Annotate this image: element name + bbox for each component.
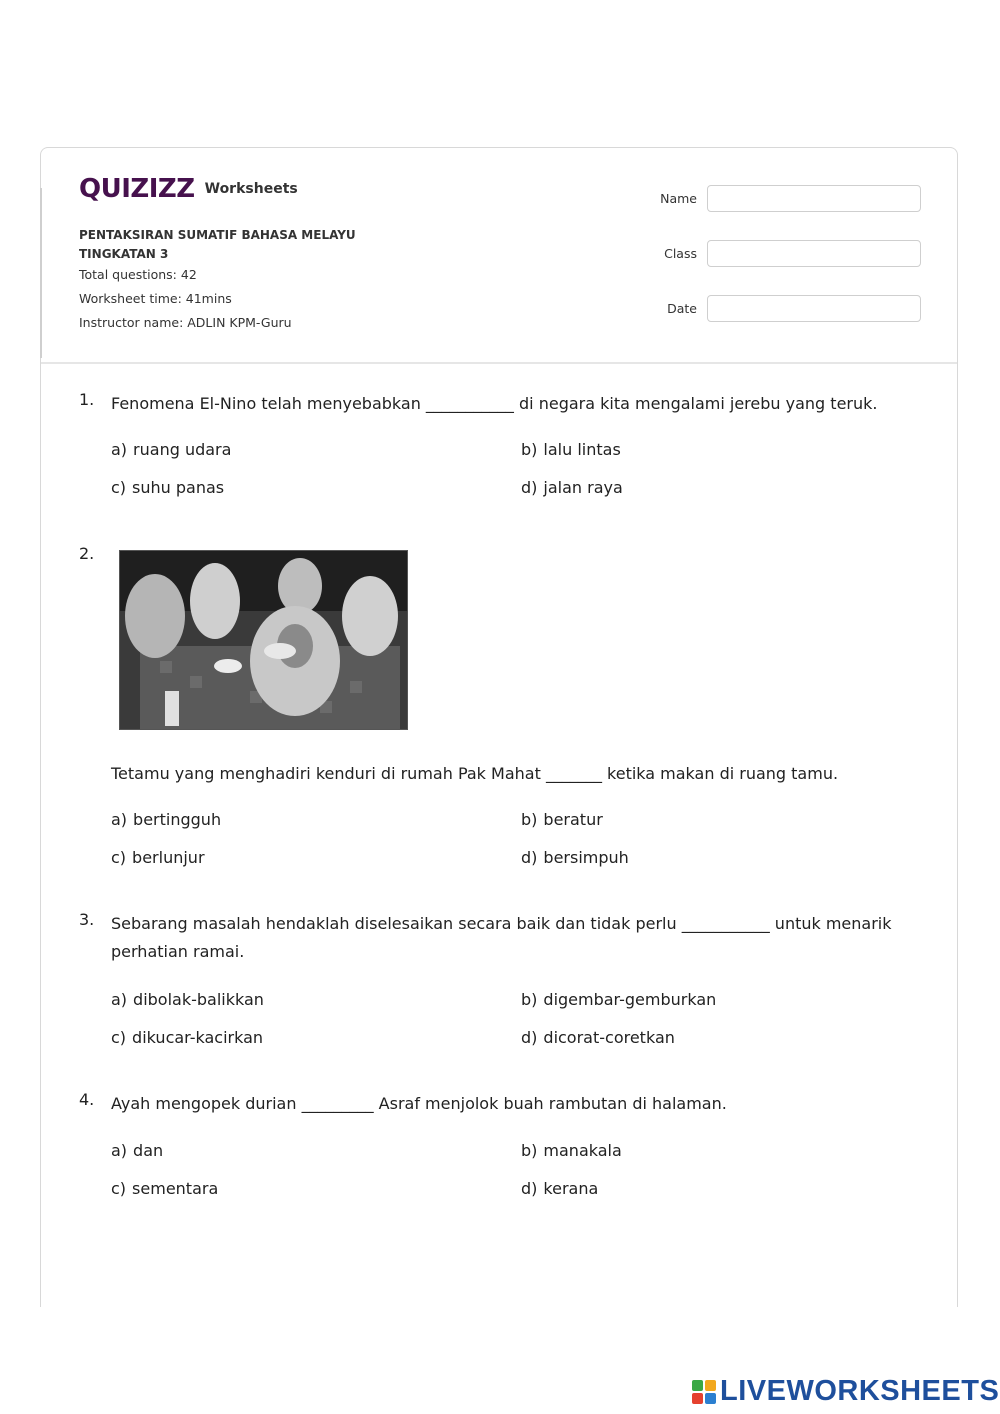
option-text: dan bbox=[133, 1141, 164, 1160]
question-text: Tetamu yang menghadiri kenduri di rumah Pak Mahat _______ ketika makan di ruang tamu. bbox=[111, 764, 839, 783]
total-questions: Total questions: 42 bbox=[79, 267, 197, 282]
option-d[interactable] bbox=[521, 1179, 598, 1198]
option-text: manakala bbox=[543, 1141, 622, 1160]
option-d[interactable] bbox=[521, 848, 629, 867]
question-2-photo bbox=[119, 550, 408, 730]
option-b[interactable] bbox=[521, 810, 603, 829]
option-c[interactable] bbox=[111, 848, 205, 867]
option-a[interactable] bbox=[111, 810, 221, 829]
option-letter: a) bbox=[111, 440, 128, 459]
option-text: suhu panas bbox=[132, 478, 225, 497]
question-text: Ayah mengopek durian _________ Asraf menjolok buah rambutan di halaman. bbox=[111, 1094, 727, 1113]
option-letter: b) bbox=[521, 990, 538, 1009]
option-text: ruang udara bbox=[133, 440, 232, 459]
worksheet-time: Worksheet time: 41mins bbox=[79, 291, 232, 306]
option-text: sementara bbox=[132, 1179, 219, 1198]
question-number: 4. bbox=[79, 1090, 95, 1109]
option-letter: c) bbox=[111, 478, 127, 497]
option-a[interactable] bbox=[111, 1141, 163, 1160]
title-line-1: PENTAKSIRAN SUMATIF BAHASA MELAYU bbox=[79, 228, 356, 242]
option-text: dicorat-coretkan bbox=[543, 1028, 675, 1047]
date-label: Date bbox=[667, 301, 697, 316]
option-text: bertingguh bbox=[133, 810, 222, 829]
quizizz-logo: QUIZIZZ bbox=[79, 174, 195, 204]
worksheet-title bbox=[79, 226, 356, 264]
question-number: 2. bbox=[79, 544, 95, 563]
option-a[interactable] bbox=[111, 990, 264, 1009]
brand bbox=[79, 174, 298, 204]
option-b[interactable] bbox=[521, 1141, 622, 1160]
option-b[interactable] bbox=[521, 440, 621, 459]
title-line-2: TINGKATAN 3 bbox=[79, 247, 169, 261]
question-text: Sebarang masalah hendaklah diselesaikan secara baik dan tidak perlu ___________ untuk menarik perhatian ramai. bbox=[111, 914, 892, 961]
option-text: dibolak-balikkan bbox=[133, 990, 264, 1009]
option-letter: b) bbox=[521, 1141, 538, 1160]
option-letter: d) bbox=[521, 1179, 538, 1198]
option-d[interactable] bbox=[521, 478, 623, 497]
option-letter: c) bbox=[111, 848, 127, 867]
option-text: dikucar-kacirkan bbox=[132, 1028, 264, 1047]
option-letter: b) bbox=[521, 440, 538, 459]
liveworksheets-icon bbox=[692, 1380, 716, 1404]
option-letter: d) bbox=[521, 1028, 538, 1047]
class-field[interactable] bbox=[707, 240, 921, 267]
brand-subtitle: Worksheets bbox=[204, 181, 298, 197]
option-letter: d) bbox=[521, 848, 538, 867]
option-text: jalan raya bbox=[543, 478, 623, 497]
option-d[interactable] bbox=[521, 1028, 675, 1047]
option-letter: b) bbox=[521, 810, 538, 829]
date-field[interactable] bbox=[707, 295, 921, 322]
option-text: kerana bbox=[543, 1179, 599, 1198]
option-c[interactable] bbox=[111, 478, 224, 497]
class-label: Class bbox=[664, 246, 697, 261]
liveworksheets-text: LIVEWORKSHEETS bbox=[720, 1375, 1000, 1407]
option-b[interactable] bbox=[521, 990, 716, 1009]
question-number: 3. bbox=[79, 910, 95, 929]
option-letter: c) bbox=[111, 1179, 127, 1198]
option-text: bersimpuh bbox=[543, 848, 629, 867]
option-letter: a) bbox=[111, 990, 128, 1009]
option-text: beratur bbox=[543, 810, 603, 829]
option-text: lalu lintas bbox=[543, 440, 621, 459]
worksheet-header bbox=[41, 148, 957, 364]
question-text: Fenomena El-Nino telah menyebabkan ___________ di negara kita mengalami jerebu yang teruk. bbox=[111, 394, 878, 413]
option-text: berlunjur bbox=[132, 848, 205, 867]
kenduri-photo-image bbox=[120, 551, 408, 730]
option-c[interactable] bbox=[111, 1028, 263, 1047]
instructor-name: Instructor name: ADLIN KPM-Guru bbox=[79, 315, 292, 330]
header-divider bbox=[40, 188, 42, 358]
option-letter: a) bbox=[111, 1141, 128, 1160]
question-number: 1. bbox=[79, 390, 95, 409]
option-a[interactable] bbox=[111, 440, 231, 459]
option-c[interactable] bbox=[111, 1179, 218, 1198]
liveworksheets-logo[interactable] bbox=[692, 1375, 999, 1408]
option-letter: a) bbox=[111, 810, 128, 829]
option-letter: d) bbox=[521, 478, 538, 497]
option-text: digembar-gemburkan bbox=[543, 990, 717, 1009]
option-letter: c) bbox=[111, 1028, 127, 1047]
name-label: Name bbox=[660, 191, 697, 206]
name-field[interactable] bbox=[707, 185, 921, 212]
